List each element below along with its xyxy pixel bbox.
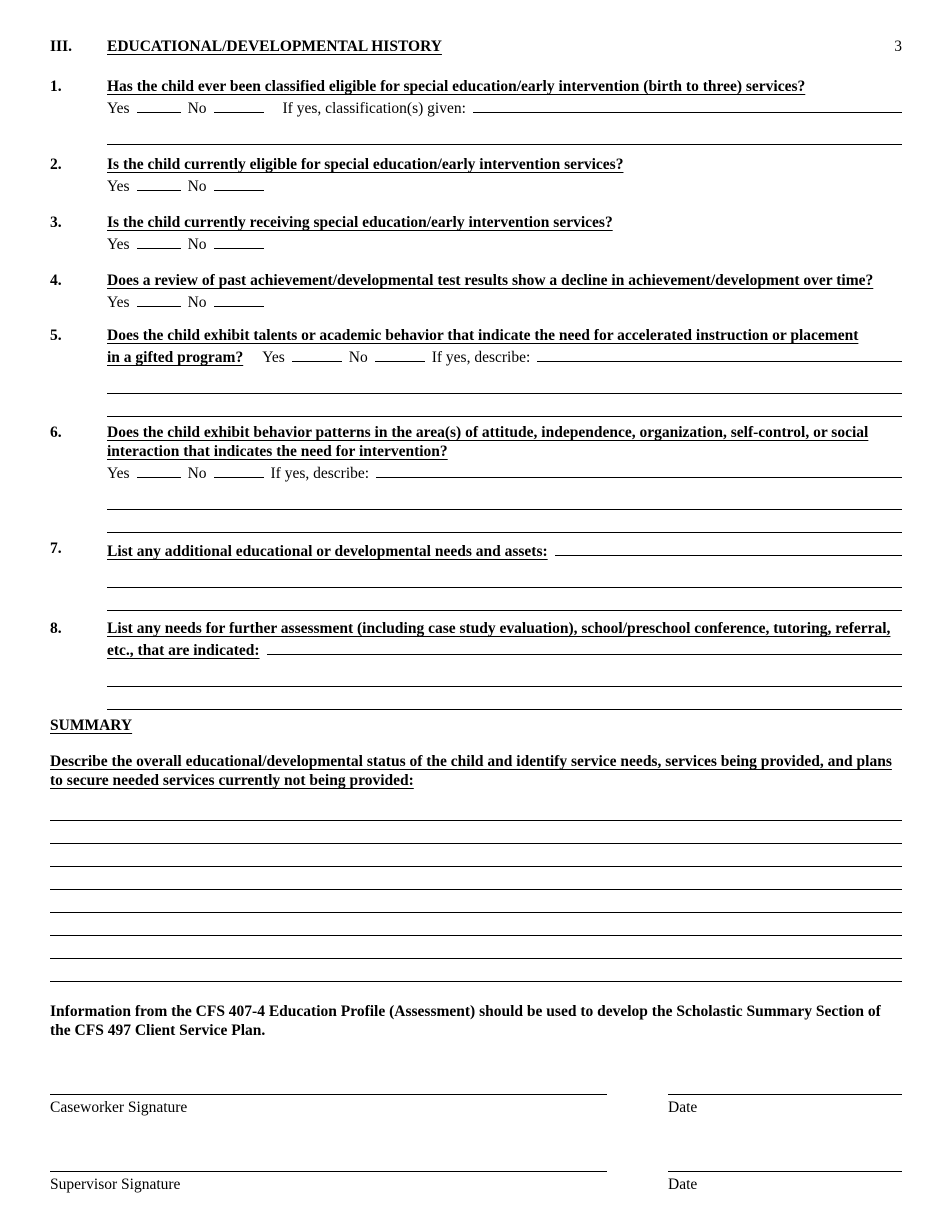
item-number: 2. bbox=[50, 156, 62, 173]
if-yes-label: If yes, describe: bbox=[431, 349, 531, 366]
section-number: III. bbox=[50, 38, 72, 55]
yes-blank[interactable] bbox=[137, 175, 181, 191]
yes-blank[interactable] bbox=[137, 291, 181, 307]
if-yes-label: If yes, describe: bbox=[270, 465, 370, 482]
question-text: Does a review of past achievement/developmental test results show a decline in achievement/development over time? bbox=[107, 272, 874, 289]
blank-line[interactable] bbox=[107, 664, 902, 687]
question-item-5 bbox=[50, 326, 902, 417]
question-item-1 bbox=[50, 77, 902, 145]
item-number: 1. bbox=[50, 78, 62, 95]
yes-blank[interactable] bbox=[137, 462, 181, 478]
blank-line[interactable] bbox=[107, 394, 902, 417]
blank-line[interactable] bbox=[107, 122, 902, 145]
item-number: 4. bbox=[50, 272, 62, 289]
needs-assets-blank[interactable] bbox=[555, 540, 902, 556]
yes-blank[interactable] bbox=[137, 97, 181, 113]
supervisor-signature-label: Supervisor Signature bbox=[50, 1176, 181, 1193]
answer-row bbox=[107, 174, 902, 200]
blank-line[interactable] bbox=[107, 565, 902, 588]
caseworker-date-label: Date bbox=[668, 1099, 698, 1116]
item-number: 8. bbox=[50, 620, 62, 637]
no-label: No bbox=[187, 178, 207, 195]
summary-blank-line[interactable] bbox=[50, 867, 902, 890]
summary-blank-line[interactable] bbox=[50, 798, 902, 821]
supervisor-signature-line[interactable] bbox=[50, 1163, 607, 1172]
question-text-line2: in a gifted program? bbox=[107, 349, 244, 366]
question-item-3 bbox=[50, 213, 902, 258]
blank-line[interactable] bbox=[107, 687, 902, 710]
no-blank[interactable] bbox=[214, 97, 264, 113]
blank-line[interactable] bbox=[107, 487, 902, 510]
summary-blank-line[interactable] bbox=[50, 844, 902, 867]
classification-blank[interactable] bbox=[473, 97, 902, 113]
yes-label: Yes bbox=[107, 294, 130, 311]
caseworker-date-line[interactable] bbox=[668, 1086, 902, 1095]
question-text-line2: etc., that are indicated: bbox=[107, 642, 260, 659]
section-title: EDUCATIONAL/DEVELOPMENTAL HISTORY bbox=[107, 38, 442, 55]
item-number: 5. bbox=[50, 327, 62, 344]
no-label: No bbox=[187, 465, 207, 482]
answer-row bbox=[107, 232, 902, 258]
question-item-7 bbox=[50, 539, 902, 611]
describe-blank[interactable] bbox=[376, 462, 902, 478]
answer-row bbox=[107, 638, 902, 664]
question-item-4 bbox=[50, 271, 902, 316]
answer-row bbox=[107, 461, 902, 487]
yes-label: Yes bbox=[107, 100, 130, 117]
summary-instruction: Describe the overall educational/developmental status of the child and identify service needs, services being provided, and plans to secure needed services currently not being provided: bbox=[50, 753, 892, 789]
summary-blank-line[interactable] bbox=[50, 936, 902, 959]
answer-row bbox=[107, 345, 902, 371]
no-label: No bbox=[187, 236, 207, 253]
yes-label: Yes bbox=[262, 349, 285, 366]
item-number: 6. bbox=[50, 424, 62, 441]
supervisor-date-line[interactable] bbox=[668, 1163, 902, 1172]
question-text: List any additional educational or developmental needs and assets: bbox=[107, 543, 548, 560]
summary-heading: SUMMARY bbox=[50, 717, 133, 734]
summary-blank-line[interactable] bbox=[50, 821, 902, 844]
summary-blank-line[interactable] bbox=[50, 913, 902, 936]
question-text-line1: List any needs for further assessment (including case study evaluation), school/preschool conference, tutoring, referral, bbox=[107, 620, 891, 637]
caseworker-signature-line[interactable] bbox=[50, 1086, 607, 1095]
question-text-line1: Does the child exhibit talents or academic behavior that indicate the need for accelerated instruction or placement bbox=[107, 327, 859, 344]
signature-row-supervisor bbox=[50, 1163, 902, 1194]
signature-row-caseworker bbox=[50, 1086, 902, 1117]
no-blank[interactable] bbox=[214, 175, 264, 191]
form-header bbox=[50, 38, 902, 56]
question-item-8 bbox=[50, 619, 902, 710]
further-assessment-blank[interactable] bbox=[267, 639, 902, 655]
no-label: No bbox=[348, 349, 368, 366]
blank-line[interactable] bbox=[107, 510, 902, 533]
no-label: No bbox=[187, 100, 207, 117]
question-item-6 bbox=[50, 423, 902, 533]
page-number: 3 bbox=[894, 38, 902, 55]
question-item-2 bbox=[50, 155, 902, 200]
answer-row bbox=[107, 96, 902, 122]
caseworker-signature-label: Caseworker Signature bbox=[50, 1099, 188, 1116]
yes-blank[interactable] bbox=[137, 233, 181, 249]
summary-blank-line[interactable] bbox=[50, 890, 902, 913]
answer-row bbox=[107, 290, 902, 316]
answer-row bbox=[107, 539, 902, 565]
footer-note: Information from the CFS 407-4 Education Profile (Assessment) should be used to develop the Scholastic Summary Section of the CFS 497 Client Service Plan. bbox=[50, 1003, 881, 1039]
supervisor-date-label: Date bbox=[668, 1176, 698, 1193]
question-text: Does the child exhibit behavior patterns in the area(s) of attitude, independence, organization, self-control, or social interaction that indicates the need for intervention? bbox=[107, 424, 869, 460]
summary-write-area bbox=[50, 798, 902, 982]
no-blank[interactable] bbox=[214, 291, 264, 307]
item-number: 3. bbox=[50, 214, 62, 231]
blank-line[interactable] bbox=[107, 371, 902, 394]
yes-blank[interactable] bbox=[292, 346, 342, 362]
describe-blank[interactable] bbox=[537, 346, 902, 362]
yes-label: Yes bbox=[107, 178, 130, 195]
summary-blank-line[interactable] bbox=[50, 959, 902, 982]
item-number: 7. bbox=[50, 540, 62, 557]
blank-line[interactable] bbox=[107, 588, 902, 611]
no-blank[interactable] bbox=[214, 233, 264, 249]
no-label: No bbox=[187, 294, 207, 311]
if-yes-label: If yes, classification(s) given: bbox=[282, 100, 466, 117]
no-blank[interactable] bbox=[214, 462, 264, 478]
yes-label: Yes bbox=[107, 236, 130, 253]
no-blank[interactable] bbox=[375, 346, 425, 362]
yes-label: Yes bbox=[107, 465, 130, 482]
question-text: Has the child ever been classified eligible for special education/early intervention (birth to three) services? bbox=[107, 78, 806, 95]
question-text: Is the child currently receiving special education/early intervention services? bbox=[107, 214, 613, 231]
question-text: Is the child currently eligible for special education/early intervention services? bbox=[107, 156, 624, 173]
